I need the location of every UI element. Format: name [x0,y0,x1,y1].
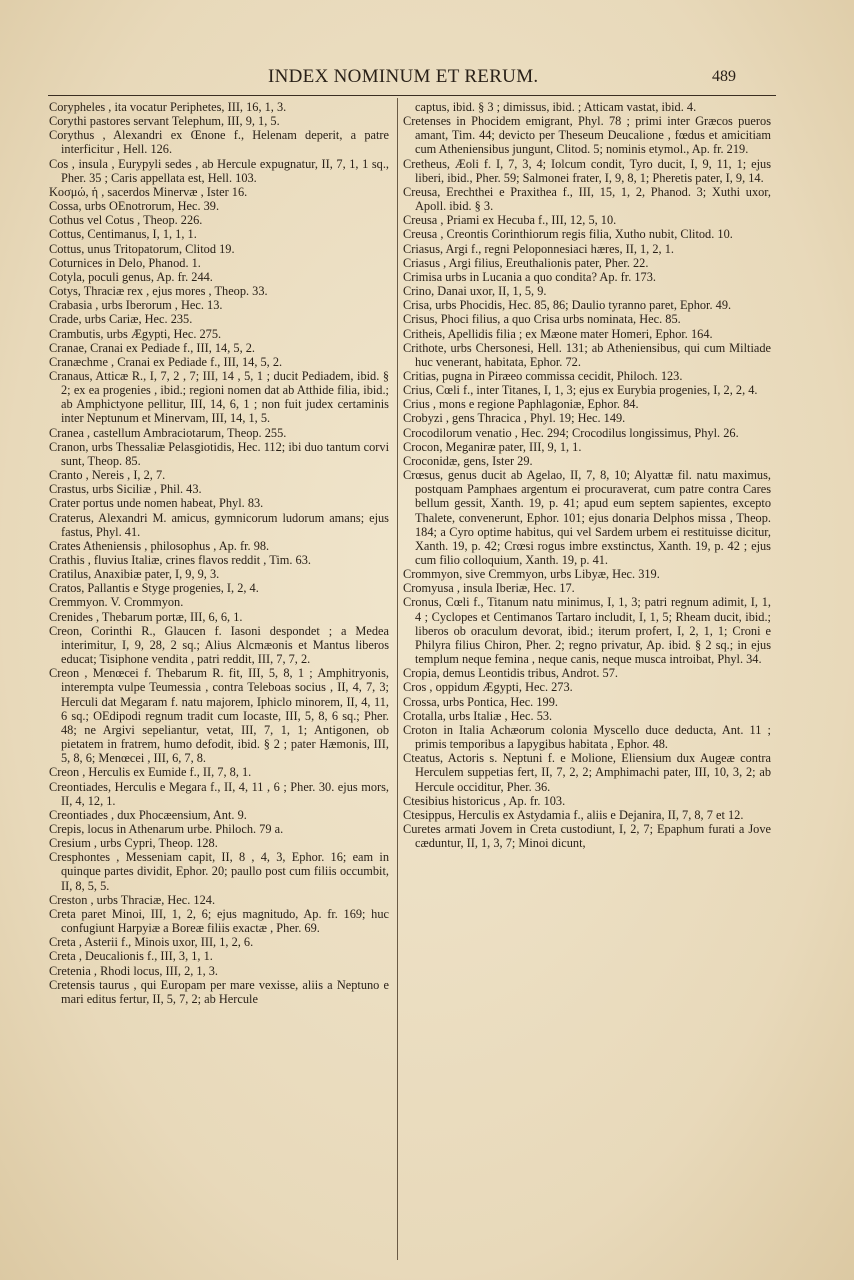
index-entry: Corythus , Alexandri ex Œnone f., Helenam deperit, a patre interficitur , Hell. 126. [49,128,389,157]
index-entry: Crisa, urbs Phocidis, Hec. 85, 86; Daulio tyranno paret, Ephor. 49. [403,298,732,313]
index-entry: Critias, pugna in Piræeo commissa cecidit, Philoch. 123. [403,368,683,383]
index-entry: Croton in Italia Achæorum colonia Myscello duce deducta, Ant. 11 ; primis temporibus a Iapygibus habitata , Ephor. 48. [403,722,771,752]
index-entry: Cos , insula , Eurypyli sedes , ab Hercule expugnatur, II, 7, 1, 1 sq., Pher. 35 ; Caris appellata est, Hell. 103. [49,156,389,185]
index-entry: Ctesippus, Herculis ex Astydamia f., aliis e Dejanira, II, 7, 8, 7 et 12. [403,807,744,822]
index-entry: Craterus, Alexandri M. amicus, gymnicorum ludorum amans; ejus fastus, Phyl. 41. [49,510,389,539]
index-entry: Crobyzi , gens Thracica , Phyl. 19; Hec. 149. [403,411,626,426]
index-entry: Curetes armati Jovem in Creta custodiunt, I, 2, 7; Epaphum furati a Jove cæduntur, II, 1, 3, 7; Minoi dicunt, [403,821,771,851]
index-entry: Creon , Herculis ex Eumide f., II, 7, 8, 1. [49,765,252,780]
index-entry: Cretensis taurus , qui Europam per mare vexisse, aliis a Neptuno e mari editus fertur, II, 5, 7, 2; ab Hercule [49,977,389,1006]
index-entry: Cretenia , Rhodi locus, III, 2, 1, 3. [49,963,219,978]
index-entry: Cropia, demus Leontidis tribus, Androt. 57. [403,666,618,681]
header-rule [48,95,776,96]
index-entry: Creta , Deucalionis f., III, 3, 1, 1. [49,949,213,964]
index-entry: Cratilus, Anaxibiæ pater, I, 9, 9, 3. [49,567,220,582]
index-entry: Crambutis, urbs Ægypti, Hec. 275. [49,326,222,341]
index-entry: Κοσμώ, ἡ , sacerdos Minervæ , Ister 16. [49,184,248,199]
index-entry: Cranon, urbs Thessaliæ Pelasgiotidis, Hec. 112; ibi duo tantum corvi sunt, Theop. 85. [49,439,389,468]
index-entry: Creusa , Creontis Corinthiorum regis filia, Xutho nubit, Clitod. 10. [403,227,733,242]
index-entry: Cremmyon. V. Crommyon. [49,595,184,610]
index-entry: Cranaus, Atticæ R., I, 7, 2 , 7; III, 14 , 5, 1 ; ducit Pediadem, ibid. § 2; ex ea progenies , ibid.; regioni nomen dat ab Atthide filia, ibid.; ab Amphictyone pellitur, III, 14, 6, 1 ; non fuit judex certaminis inter Neptunum et Minervam, III, 14, 1, 5. [49,368,389,426]
index-entry: Creusa, Erechthei e Praxithea f., III, 15, 1, 2, Phanod. 3; Xuthi uxor, Apoll. ibid. § 3. [403,184,771,214]
index-entry: Crocodilorum venatio , Hec. 294; Crocodilus longissimus, Phyl. 26. [403,425,739,440]
index-entry: Cossa, urbs OEnotrorum, Hec. 39. [49,199,220,214]
running-header [0,66,854,92]
index-entry: Crates Atheniensis , philosophus , Ap. fr. 98. [49,538,270,553]
index-entry: Creon, Corinthi R., Glaucen f. Iasoni despondet ; a Medea interimitur, I, 9, 28, 2 sq.; Alius Alcmæonis et Mantus liberos educat; Tisiphone vendita , patri reddit, III, 7, 7, 2. [49,623,389,667]
index-entry: Cranto , Nereis , I, 2, 7. [49,468,166,483]
index-entry: Cranae, Cranai ex Pediade f., III, 14, 5, 2. [49,340,255,355]
index-entry: Creta , Asterii f., Minois uxor, III, 1, 2, 6. [49,935,254,950]
index-entry: Cretenses in Phocidem emigrant, Phyl. 78 ; primi inter Græcos pueros amant, Tim. 44; devicto per Theseum Deucalione , fœdus et amicitiam cum Atheniensibus jungunt, Clitod. 5; nominis etymol., Ap. fr. 219. [403,114,771,157]
index-entry: Cresphontes , Messeniam capit, II, 8 , 4, 3, Ephor. 16; eam in quinque partes dividit, Ephor. 20; paullo post cum filiis occumbit, II, 8, 5, 5. [49,850,389,893]
index-entry: Crabasia , urbs Iberorum , Hec. 13. [49,298,223,313]
index-entry: Cretheus, Æoli f. I, 7, 3, 4; Iolcum condit, Tyro ducit, I, 9, 11, 1; ejus liberi, ibid., Pher. 59; Salmonei frater, I, 9, 8, 1; Pheretis pater, I, 9, 14. [403,156,771,185]
index-entry: Cottus, Centimanus, I, 1, 1, 1. [49,227,197,242]
index-entry: Cranæchme , Cranai ex Pediade f., III, 14, 5, 2. [49,354,283,369]
index-entry: Cotys, Thraciæ rex , ejus mores , Theop. 33. [49,284,268,299]
index-entry: Corypheles , ita vocatur Periphetes, III, 16, 1, 3. [49,100,287,114]
column-divider [397,98,398,1260]
index-entry: Critheis, Apellidis filia ; ex Mæone mater Homeri, Ephor. 164. [403,326,713,341]
index-entry: Cteatus, Actoris s. Neptuni f. e Molione, Eliensium dux Augeæ contra Herculem suppetias fert, II, 7, 2, 2; Amphimachi pater, III, 10, 3, 2; ab Hercule occiditur, Pher. 36. [403,751,771,794]
index-entry: Creston , urbs Thraciæ, Hec. 124. [49,892,216,907]
index-entry: Croconidæ, gens, Ister 29. [403,453,533,468]
index-entry: Criasus, Argi f., regni Peloponnesiaci hæres, II, 1, 2, 1. [403,241,674,256]
index-entry: Ctesibius historicus , Ap. fr. 103. [403,793,566,808]
index-entry: Crade, urbs Cariæ, Hec. 235. [49,312,193,327]
index-entry: Creontiades , dux Phocæensium, Ant. 9. [49,807,247,822]
index-entry: Cottus, unus Tritopatorum, Clitod 19. [49,241,235,256]
index-entry: Creontiades, Herculis e Megara f., II, 4, 11 , 6 ; Pher. 30. ejus mors, II, 4, 12, 1. [49,779,389,808]
index-entry: Crathis , fluvius Italiæ, crines flavos reddit , Tim. 63. [49,553,311,567]
index-entry: Crossa, urbs Pontica, Hec. 199. [403,694,558,709]
index-entry: Cranea , castellum Ambraciotarum, Theop. 255. [49,425,287,440]
index-entry: Cromyusa , insula Iberiæ, Hec. 17. [403,581,575,596]
index-entry: Crius, Cœli f., inter Titanes, I, 1, 3; ejus ex Eurybia progenies, I, 2, 2, 4. [403,383,758,398]
index-entry: Creta paret Minoi, III, 1, 2, 6; ejus magnitudo, Ap. fr. 169; huc confugiunt Harpyiæ a Boreæ filiis exactæ , Pher. 69. [49,906,389,936]
continued-entry: captus, ibid. § 3 ; dimissus, ibid. ; Atticam vastat, ibid. 4. [415,100,697,114]
index-entry: Cresium , urbs Cypri, Theop. 128. [49,836,218,851]
index-entry: Crommyon, sive Cremmyon, urbs Libyæ, Hec. 319. [403,567,660,582]
index-entry: Creusa , Priami ex Hecuba f., III, 12, 5, 10. [403,213,617,228]
index-entry: Crœsus, genus ducit ab Agelao, II, 7, 8, 10; Alyattæ fil. natu maximus, postquam Pamphaes argentum ei procuraverat, cum patre contra Cares bellum gessit, Xanth. 19, p. 41; apud eum septem sapientes, excepto Thalete, convenerunt, Ephor. 101; ejus donaria Delphos missa , Theop. 184; a Cyro optime habitus, qui vel Sardem urbem ei restituisse dicitur, Xanth. 19, p. 42; Crœsi rogus imbre exstinctus, Xanth. 19, p. 42 ; ejus cum filio colloquium, Xanth. 19, p. 41. [403,468,771,567]
index-entry: Crius , mons e regione Paphlagoniæ, Ephor. 84. [403,397,639,412]
index-entry: Criasus , Argi filius, Ereuthalionis pater, Pher. 22. [403,255,649,270]
index-entry: Corythi pastores servant Telephum, III, 9, 1, 5. [49,114,280,129]
index-entry: Crimisa urbs in Lucania a quo condita? Ap. fr. 173. [403,269,656,284]
left-column [49,100,389,1006]
index-entry: Crocon, Meganiræ pater, III, 9, 1, 1. [403,439,582,454]
index-entry: Crotalla, urbs Italiæ , Hec. 53. [403,708,553,723]
index-entry: Crepis, locus in Athenarum urbe. Philoch. 79 a. [49,821,284,836]
index-entry: Creon , Menœcei f. Thebarum R. fit, III, 5, 8, 1 ; Amphitryonis, interempta vulpe Teumessia , contra Teleboas socius , II, 4, 7, 3; Herculi dat Megaram f. natu majorem, Iphiclo minorem, II, 4, 11, 6 sq.; OEdipodi regnum tradit cum Iocaste, III, 5, 8, 6 sq.; Pher. 48; ne Argivi sepeliantur, vetat, III, 7, 1, 1; Antigonen, ob pietatem in fratrem, humo defodit, ibid. § 2 ; pater Hæmonis, III, 5, 8, 6; Menœcei , III, 6, 7, 8. [49,666,389,766]
index-entry: Cros , oppidum Ægypti, Hec. 273. [403,680,573,695]
page-title: INDEX NOMINUM ET RERUM. [268,66,539,87]
index-entry: Crino, Danai uxor, II, 1, 5, 9. [403,284,547,299]
page-number: 489 [712,68,736,85]
index-entry: Cratos, Pallantis e Styge progenies, I, 2, 4. [49,581,259,596]
index-entry: Crithote, urbs Chersonesi, Hell. 131; ab Atheniensibus, qui cum Miltiade huc venerant, habitata, Ephor. 72. [403,340,771,369]
index-entry: Crisus, Phoci filius, a quo Crisa urbs nominata, Hec. 85. [403,312,681,327]
index-entry: Cothus vel Cotus , Theop. 226. [49,213,203,228]
index-entry: Crastus, urbs Siciliæ , Phil. 43. [49,482,202,497]
right-column [403,100,771,850]
index-entry: Coturnices in Delo, Phanod. 1. [49,255,201,270]
index-entry: Cronus, Cœli f., Titanum natu minimus, I, 1, 3; patri regnum adimit, I, 1, 4 ; Cyclopes et Centimanos Tartaro includit, I, 1, 5; Rheam ducit, ibid.; liberos ob oraculum devorat, ibid.; iterum profert, I, 2, 1, 1; Croni e Philyra filius Chiron, Pher. 2; regno privatur, Ap. ibid. § 2 sq.; in ejus templum neque femina , neque canis, neque musca introibat, Phyl. 34. [403,595,771,667]
index-entry: Cotyla, poculi genus, Ap. fr. 244. [49,269,213,284]
index-entry: Crenides , Thebarum portæ, III, 6, 6, 1. [49,609,243,624]
index-entry: Crater portus unde nomen habeat, Phyl. 83. [49,496,264,511]
